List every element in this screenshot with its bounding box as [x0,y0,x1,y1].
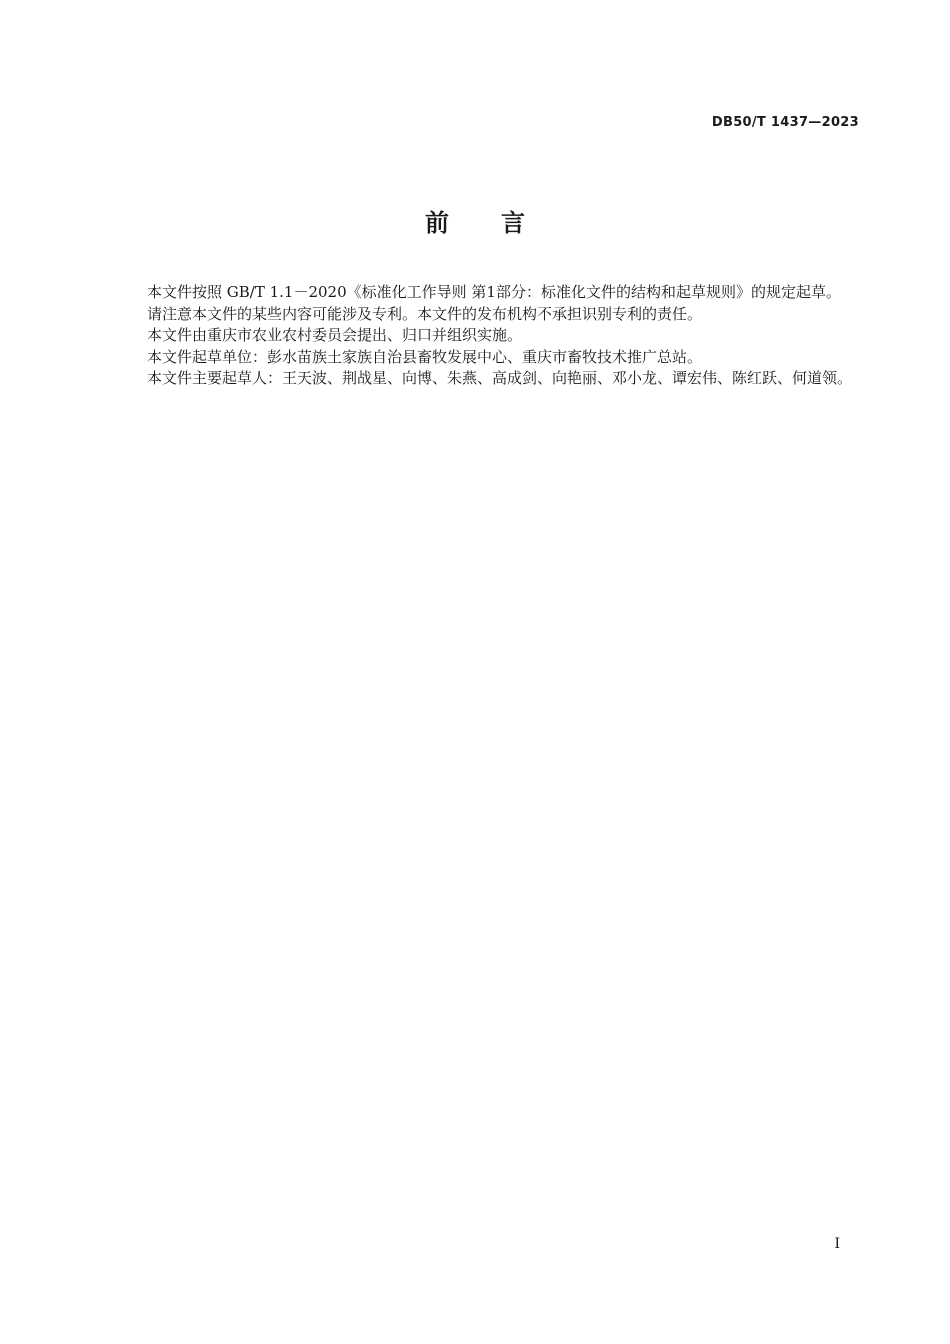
paragraph-patent-notice: 请注意本文件的某些内容可能涉及专利。本文件的发布机构不承担识别专利的责任。 [147,304,703,323]
page-title [0,203,950,238]
paragraph-drafting-rules: 本文件按照 GB/T 1.1－2020《标准化工作导则 第1部分：标准化文件的结构和起草规则》的规定起草。 [147,283,841,301]
page-number: I [834,1236,840,1252]
title-char-2: 言 [501,209,525,237]
paragraph-drafting-units: 本文件起草单位：彭水苗族土家族自治县畜牧发展中心、重庆市畜牧技术推广总站。 [147,347,703,366]
foreword-body [113,282,860,390]
paragraph-drafters: 本文件主要起草人：王天波、荆战星、向博、朱燕、高成剑、向艳丽、邓小龙、谭宏伟、陈红跃、何道领。 [147,369,853,387]
title-char-1: 前 [425,209,449,237]
paragraph-proposer: 本文件由重庆市农业农村委员会提出、归口并组织实施。 [147,326,523,344]
standard-code: DB50/T 1437—2023 [711,115,859,130]
